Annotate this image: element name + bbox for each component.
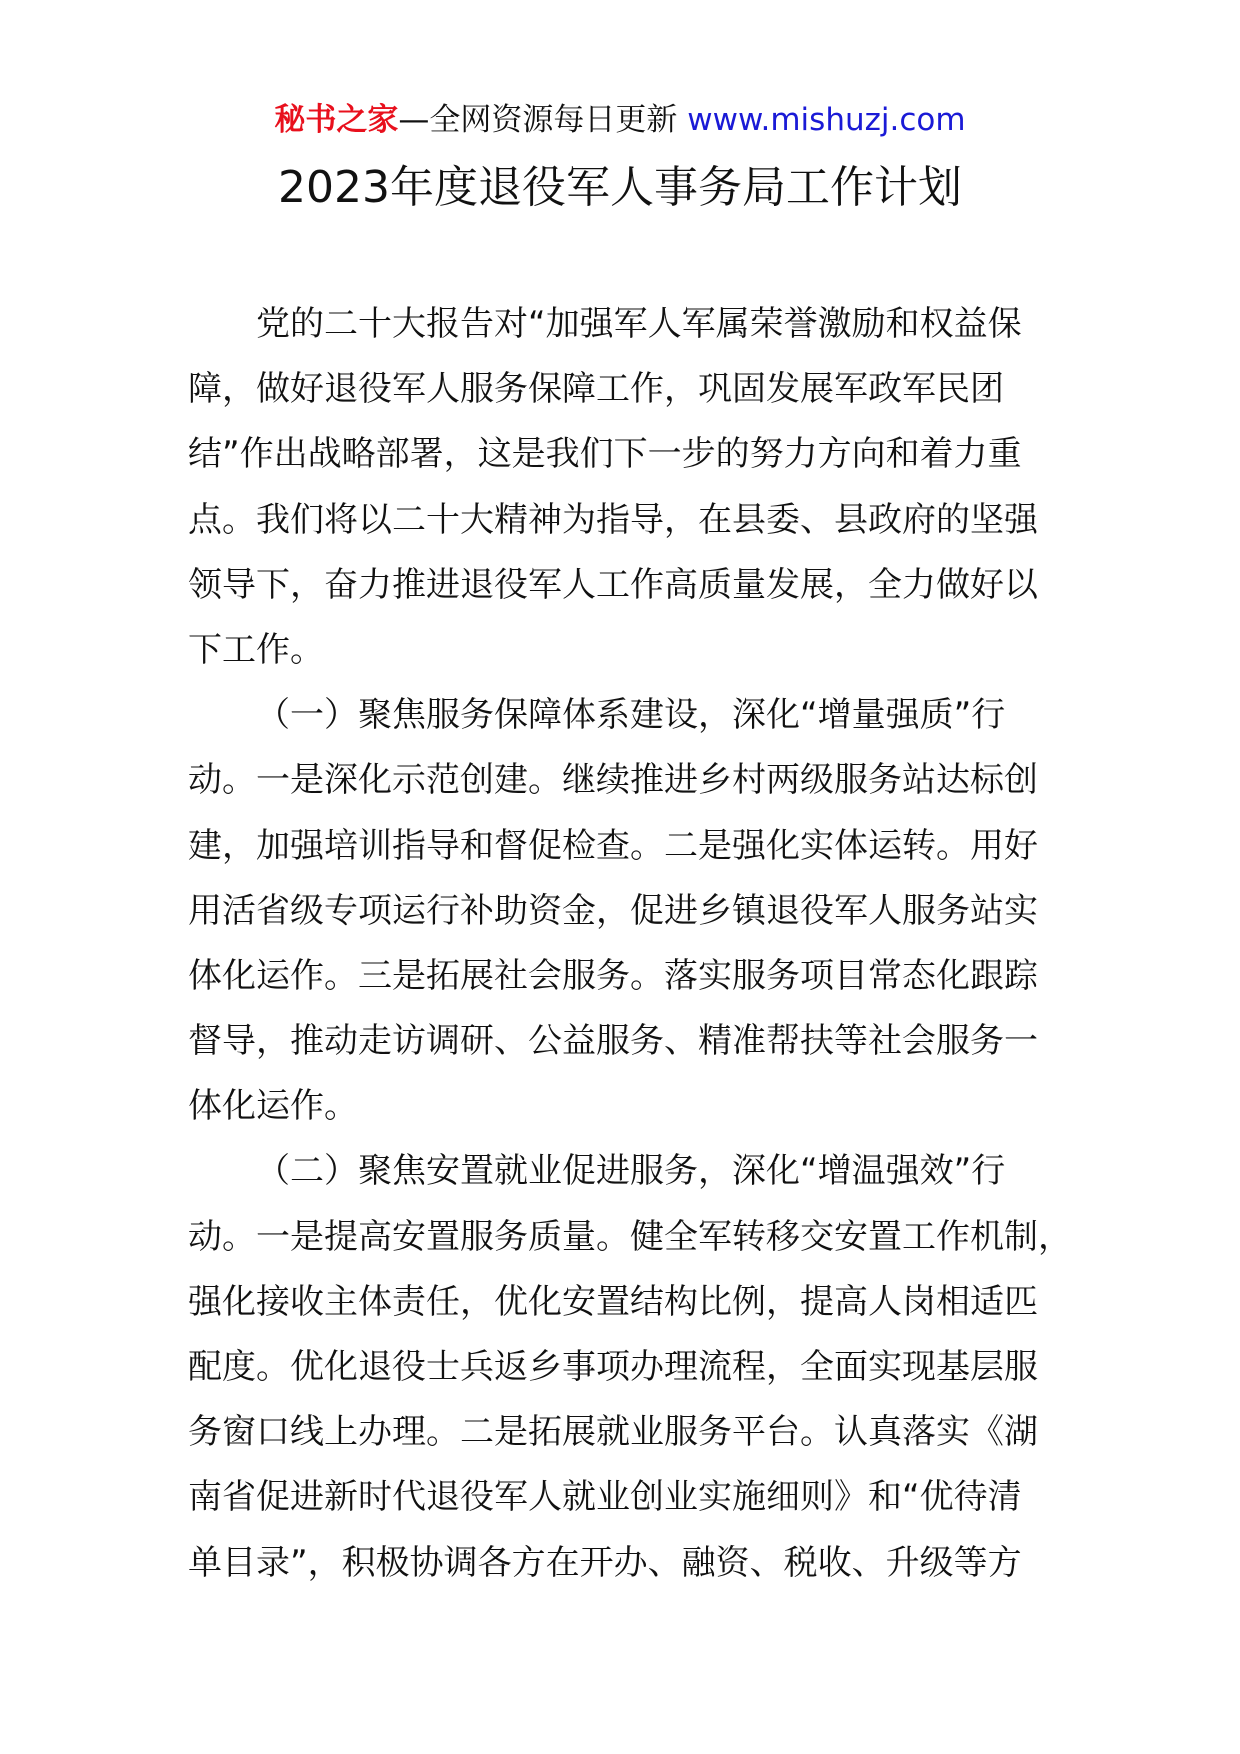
site-url-link[interactable]: www.mishuzj.com: [687, 102, 966, 138]
document-body: [188, 292, 1072, 1596]
body-line: 党的二十大报告对“加强军人军属荣誉激励和权益保: [256, 304, 1022, 344]
body-line: 下工作。: [188, 629, 324, 670]
body-line: 建，加强培训指导和督促检查。二是强化实体运转。用好: [188, 825, 1038, 866]
body-line: 动。一是提高安置服务质量。健全军转移交安置工作机制，: [188, 1216, 1072, 1257]
brand-name: 秘书之家: [274, 102, 399, 138]
body-line: 配度。优化退役士兵返乡事项办理流程，全面实现基层服: [188, 1347, 1038, 1387]
body-line: 体化运作。: [188, 1086, 358, 1127]
document-title: 2023年度退役军人事务局工作计划: [278, 162, 962, 213]
body-line: 强化接收主体责任，优化安置结构比例，提高人岗相适匹: [188, 1281, 1038, 1322]
body-line: 督导，推动走访调研、公益服务、精准帮扶等社会服务一: [188, 1021, 1038, 1062]
site-header: [0, 100, 1240, 140]
body-line: 动。一是深化示范创建。继续推进乡村两级服务站达标创: [188, 760, 1038, 801]
body-line: 务窗口线上办理。二是拓展就业服务平台。认真落实《湖: [188, 1412, 1038, 1453]
body-line: 用活省级专项运行补助资金，促进乡镇退役军人服务站实: [188, 890, 1038, 931]
header-slogan: —全网资源每日更新: [398, 102, 678, 138]
body-line: 体化运作。三是拓展社会服务。落实服务项目常态化跟踪: [188, 955, 1038, 996]
body-line: 领导下，奋力推进退役军人工作高质量发展，全力做好以: [188, 564, 1038, 605]
body-line: 南省促进新时代退役军人就业创业实施细则》和“优待清: [188, 1477, 1022, 1518]
body-line: 单目录”，积极协调各方在开办、融资、税收、升级等方: [188, 1542, 1022, 1583]
section-heading-line: （一）聚焦服务保障体系建设，深化“增量强质”行: [256, 695, 1006, 736]
section-heading-line: （二）聚焦安置就业促进服务，深化“增温强效”行: [256, 1151, 1006, 1192]
body-line: 结”作出战略部署，这是我们下一步的努力方向和着力重: [188, 434, 1022, 475]
body-line: 障，做好退役军人服务保障工作，巩固发展军政军民团: [188, 369, 1004, 410]
body-line: 点。我们将以二十大精神为指导，在县委、县政府的坚强: [188, 499, 1038, 540]
